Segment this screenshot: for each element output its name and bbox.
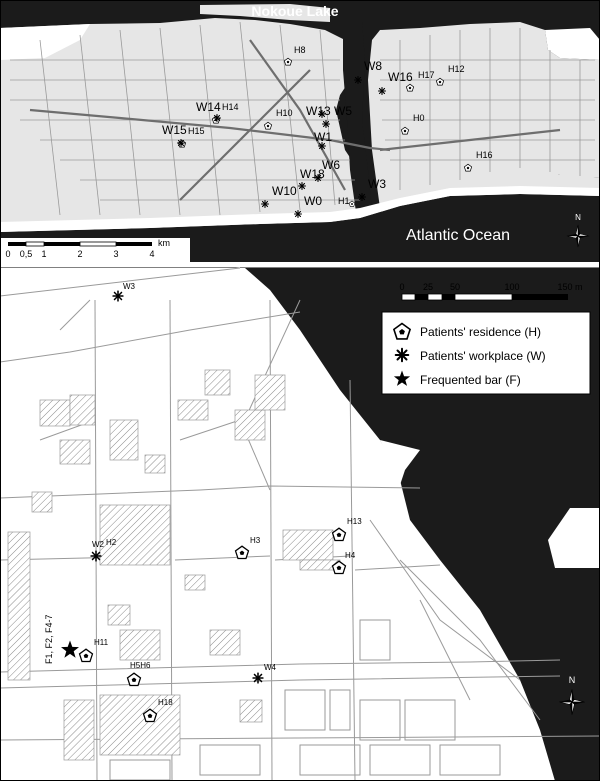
ocean-label: Atlantic Ocean	[405, 227, 511, 244]
bottom-marker-label: H13	[347, 517, 362, 526]
bar-label: F1, F2, F4-7	[44, 614, 54, 664]
legend-item-residence: Patients' residence (H)	[420, 325, 542, 339]
top-marker-label: H10	[276, 108, 293, 118]
bottom-marker-label: W3	[123, 282, 135, 291]
top-marker-label: H12	[448, 64, 465, 74]
top-marker-label: W15	[162, 123, 187, 137]
bottom-scale-tick: 50	[449, 282, 461, 292]
panel-separator	[0, 262, 600, 268]
top-marker-label: H15	[188, 126, 205, 136]
top-scale-unit: km	[158, 238, 170, 248]
workplace-marker-icon	[253, 673, 263, 683]
top-marker-label: H17	[418, 70, 435, 80]
top-marker-label: W8	[364, 59, 382, 73]
top-marker-label: W16	[388, 70, 413, 84]
workplace-marker-icon	[379, 88, 386, 95]
bottom-marker-label: W4	[264, 663, 276, 672]
top-scale-tick: 0	[5, 249, 11, 259]
top-marker-label: W14	[196, 100, 221, 114]
bottom-map	[0, 268, 600, 781]
top-marker-label: H14	[222, 102, 239, 112]
top-scale-tick: 1	[41, 249, 47, 259]
workplace-marker-icon	[295, 211, 302, 218]
top-marker-label: W13	[306, 104, 331, 118]
lake-label: Nokoue Lake	[251, 3, 339, 19]
top-scale-tick: 0,5	[19, 249, 33, 259]
top-marker-label: W10	[272, 184, 297, 198]
bottom-scale-tick: 100	[504, 282, 520, 292]
top-marker-label: W1	[314, 130, 332, 144]
workplace-marker-icon	[262, 201, 269, 208]
bottom-scale-tick: 150 m	[557, 282, 583, 292]
top-scale-tick: 4	[149, 249, 155, 259]
workplace-marker-icon	[323, 121, 330, 128]
workplace-marker-icon	[113, 291, 123, 301]
top-marker-label: H16	[476, 150, 493, 160]
top-marker-label: H8	[294, 45, 306, 55]
bottom-marker-label: H3	[250, 536, 261, 545]
bottom-marker-label: H4	[345, 551, 356, 560]
top-scale-bar	[0, 238, 190, 262]
workplace-marker-icon	[214, 115, 221, 122]
workplace-marker-icon	[91, 551, 101, 561]
top-marker-label: H0	[413, 113, 425, 123]
bottom-scale-tick: 25	[422, 282, 434, 292]
top-marker-label: W18	[300, 167, 325, 181]
asterisk-icon	[396, 349, 409, 362]
top-marker-label: H1	[338, 196, 350, 206]
legend	[382, 312, 590, 394]
top-marker-label: W5	[334, 104, 352, 118]
workplace-marker-icon	[299, 183, 306, 190]
legend-item-bar: Frequented bar (F)	[420, 373, 521, 387]
top-marker-label: W3	[368, 177, 386, 191]
top-marker-label: W0	[304, 194, 322, 208]
top-north-label: N	[575, 213, 581, 222]
bottom-marker-label: H18	[158, 698, 173, 707]
workplace-marker-icon	[359, 194, 366, 201]
bottom-marker-label: H5H6	[130, 661, 151, 670]
legend-item-workplace: Patients' workplace (W)	[420, 349, 546, 363]
workplace-marker-icon	[355, 77, 362, 84]
top-marker-label: W6	[322, 158, 340, 172]
top-scale-tick: 2	[77, 249, 83, 259]
bottom-marker-label: W2	[92, 540, 104, 549]
bottom-north-label: N	[568, 675, 576, 685]
top-map	[0, 0, 600, 262]
workplace-marker-icon	[178, 140, 185, 147]
bottom-marker-label: H11	[94, 638, 109, 647]
bottom-scale-tick: 0	[399, 282, 405, 292]
top-scale-tick: 3	[113, 249, 119, 259]
bottom-marker-label: H2	[106, 538, 117, 547]
